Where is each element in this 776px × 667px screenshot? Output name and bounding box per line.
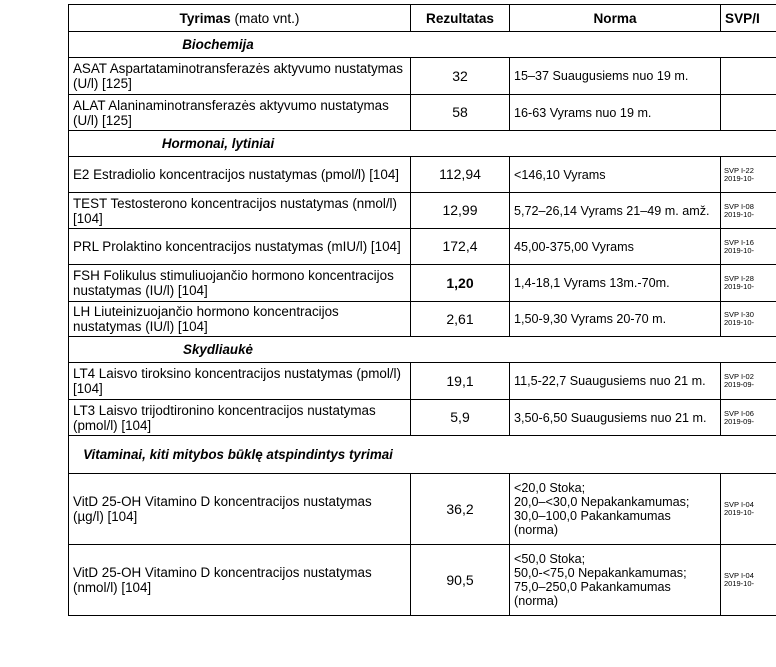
table-row [69,302,776,337]
norm-line: <50,0 Stoka; [514,552,586,566]
header-test-label: Tyrimas [179,10,231,26]
cell-norm: 15–37 Suaugusiems nuo 19 m. [510,58,721,95]
cell-test: FSH Folikulus stimuliuojančio hormono koncentracijos nustatymas (IU/l) [104] [69,265,411,302]
table-row [69,363,776,400]
header-norm: Norma [510,5,721,32]
svp-line: SVP I-02 [724,372,754,381]
cell-test: VitD 25-OH Vitamino D koncentracijos nustatymas (nmol/l) [104] [69,545,411,616]
cell-test: LT3 Laisvo trijodtironino koncentracijos nustatymas (pmol/l) [104] [69,400,411,436]
table-row [69,193,776,229]
header-svp: SVP/I [721,5,776,32]
cell-result: 2,61 [411,302,510,337]
section-title [69,32,776,58]
svp-line: 2019-10- [724,173,755,183]
svp-line: 2019-10- [724,282,755,291]
cell-norm: 16-63 Vyrams nuo 19 m. [510,95,721,131]
table-row [69,58,776,95]
norm-line: 30,0–100,0 Pakankamumas [514,509,671,523]
cell-test: VitD 25-OH Vitamino D koncentracijos nustatymas (µg/l) [104] [69,474,411,545]
header-test-unit: (mato vnt.) [230,10,300,26]
cell-result: 58 [411,95,510,131]
cell-norm: 1,50-9,30 Vyrams 20-70 m. [510,302,721,337]
cell-result: 32 [411,58,510,95]
lab-results-table [68,4,776,616]
svp-line: 2019-10- [724,245,755,255]
section-title [69,131,776,157]
cell-result: 36,2 [411,474,510,545]
table-row [69,474,776,545]
svp-line: SVP I-08 [724,201,754,211]
cell-result: 90,5 [411,545,510,616]
cell-test: ALAT Alaninaminotransferazės aktyvumo nustatymas (U/l) [125] [69,95,411,131]
section-title [69,337,776,363]
cell-svp [721,545,776,616]
svp-line: 2019-10- [724,508,755,517]
cell-test: E2 Estradiolio koncentracijos nustatymas (pmol/l) [104] [69,157,411,193]
svp-line: SVP I-04 [724,500,754,509]
svp-line: 2019-10- [724,579,755,588]
cell-result: 5,9 [411,400,510,436]
table-row [69,265,776,302]
svp-line: 2019-10- [724,318,755,327]
norm-line: (norma) [514,594,559,608]
cell-svp [721,265,776,302]
table-row [69,157,776,193]
cell-test: LT4 Laisvo tiroksino koncentracijos nustatymas (pmol/l) [104] [69,363,411,400]
svp-line: SVP I-22 [724,165,754,175]
cell-result: 1,20 [411,265,510,302]
cell-norm: 45,00-375,00 Vyrams [510,229,721,265]
header-test [69,5,411,32]
section-title [69,436,776,474]
table-body [69,32,776,616]
cell-norm: 1,4-18,1 Vyrams 13m.-70m. [510,265,721,302]
cell-norm [510,545,721,616]
cell-test: LH Liuteinizuojančio hormono koncentracijos nustatymas (IU/l) [104] [69,302,411,337]
section-title-text: Vitaminai, kiti mitybos būklę atspindintys tyrimai [83,447,393,462]
svp-line: SVP I-30 [724,310,754,319]
section-row [69,131,776,157]
cell-result: 112,94 [411,157,510,193]
cell-result: 19,1 [411,363,510,400]
cell-svp [721,95,776,131]
cell-svp [721,229,776,265]
norm-line: (norma) [514,523,559,537]
cell-svp [721,58,776,95]
svp-line: SVP I-04 [724,571,754,580]
section-title-text: Skydliaukė [183,342,253,357]
cell-test: TEST Testosterono koncentracijos nustatymas (nmol/l) [104] [69,193,411,229]
svp-line: 2019-09- [724,416,755,426]
norm-line: 75,0–250,0 Pakankamumas [514,580,671,594]
cell-svp [721,193,776,229]
cell-test: PRL Prolaktino koncentracijos nustatymas (mIU/l) [104] [69,229,411,265]
cell-svp [721,157,776,193]
cell-svp [721,474,776,545]
table-header-row [69,5,776,32]
cell-norm: 3,50-6,50 Suaugusiems nuo 21 m. [510,400,721,436]
cell-test: ASAT Aspartataminotransferazės aktyvumo nustatymas (U/l) [125] [69,58,411,95]
table-row [69,229,776,265]
section-row [69,337,776,363]
cell-norm [510,474,721,545]
table-row [69,400,776,436]
table-row [69,95,776,131]
cell-norm: 11,5-22,7 Suaugusiems nuo 21 m. [510,363,721,400]
results-table-container [68,4,776,664]
section-row [69,32,776,58]
section-title-text: Hormonai, lytiniai [161,136,275,151]
header-result: Rezultatas [411,5,510,32]
table-row [69,545,776,616]
cell-svp [721,302,776,337]
cell-norm: 5,72–26,14 Vyrams 21–49 m. amž. [510,193,721,229]
cell-norm: <146,10 Vyrams [510,157,721,193]
svp-line: 2019-09- [724,380,755,389]
section-title-text: Biochemija [182,37,254,52]
cell-svp [721,400,776,436]
cell-svp [721,363,776,400]
cell-result: 172,4 [411,229,510,265]
svp-line: 2019-10- [724,209,755,219]
norm-line: <20,0 Stoka; [514,481,586,495]
svp-line: SVP I-16 [724,237,754,247]
cell-result: 12,99 [411,193,510,229]
svp-line: SVP I-06 [724,408,754,418]
svp-line: SVP I-28 [724,274,754,283]
norm-line: 20,0–<30,0 Nepakankamumas; [514,495,690,509]
norm-line: 50,0-<75,0 Nepakankamumas; [514,566,687,580]
section-row [69,436,776,474]
